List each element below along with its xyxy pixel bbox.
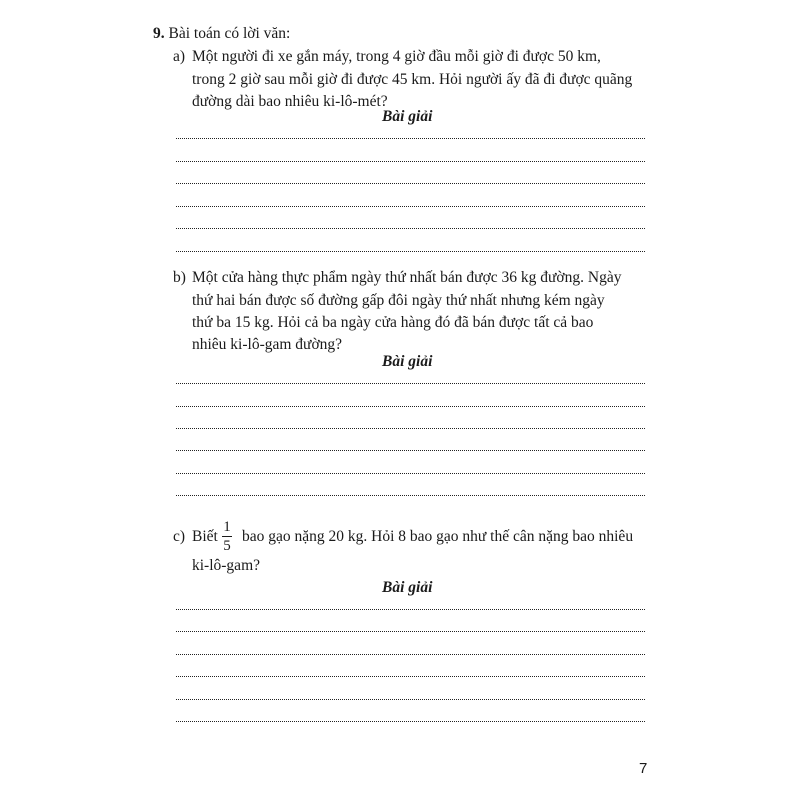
problem-a-line-3: đường dài bao nhiêu ki-lô-mét? [192, 93, 388, 110]
answer-line[interactable] [176, 161, 645, 162]
answer-line[interactable] [176, 383, 645, 384]
fraction-numerator: 1 [223, 519, 231, 535]
answer-line[interactable] [176, 495, 645, 496]
answer-line[interactable] [176, 609, 645, 610]
fraction-one-fifth [222, 519, 232, 554]
exercise-number: 9. [153, 25, 165, 42]
problem-c-solution-title: Bài giải [382, 579, 433, 596]
problem-c-label: c) [173, 528, 186, 545]
problem-c-after-fraction: bao gạo nặng 20 kg. Hỏi 8 bao gạo như thế cân nặng bao nhiêu [242, 528, 634, 545]
page-number: 7 [639, 760, 648, 777]
fraction-bar [222, 536, 232, 537]
problem-a-label: a) [173, 48, 186, 65]
problem-c-before-fraction: Biết [192, 528, 218, 545]
answer-line[interactable] [176, 721, 645, 722]
problem-b-solution-title: Bài giải [382, 353, 433, 370]
problem-b-line-3: thứ ba 15 kg. Hỏi cả ba ngày cửa hàng đó đã bán được tất cả bao [192, 314, 594, 331]
answer-line[interactable] [176, 251, 645, 252]
answer-line[interactable] [176, 183, 645, 184]
problem-a-solution-title: Bài giải [382, 108, 433, 125]
answer-line[interactable] [176, 428, 645, 429]
exercise-title: Bài toán có lời văn: [168, 25, 291, 42]
problem-a-line-2: trong 2 giờ sau mỗi giờ đi được 45 km. Hỏi người ấy đã đi được quãng [192, 71, 633, 88]
problem-b-line-2: thứ hai bán được số đường gấp đôi ngày thứ nhất nhưng kém ngày [192, 292, 605, 309]
answer-line[interactable] [176, 654, 645, 655]
answer-line[interactable] [176, 406, 645, 407]
exercise-heading [153, 24, 290, 44]
problem-c-line-2: ki-lô-gam? [192, 557, 261, 574]
answer-line[interactable] [176, 631, 645, 632]
fraction-denominator: 5 [223, 538, 231, 554]
answer-line[interactable] [176, 473, 645, 474]
answer-line[interactable] [176, 676, 645, 677]
answer-line[interactable] [176, 228, 645, 229]
answer-line[interactable] [176, 699, 645, 700]
answer-line[interactable] [176, 138, 645, 139]
problem-b-line-4: nhiêu ki-lô-gam đường? [192, 336, 343, 353]
answer-line[interactable] [176, 450, 645, 451]
answer-line[interactable] [176, 206, 645, 207]
problem-b-label: b) [173, 269, 186, 286]
problem-a-line-1: Một người đi xe gắn máy, trong 4 giờ đầu mỗi giờ đi được 50 km, [192, 48, 601, 65]
problem-b-line-1: Một cửa hàng thực phẩm ngày thứ nhất bán được 36 kg đường. Ngày [192, 269, 622, 286]
